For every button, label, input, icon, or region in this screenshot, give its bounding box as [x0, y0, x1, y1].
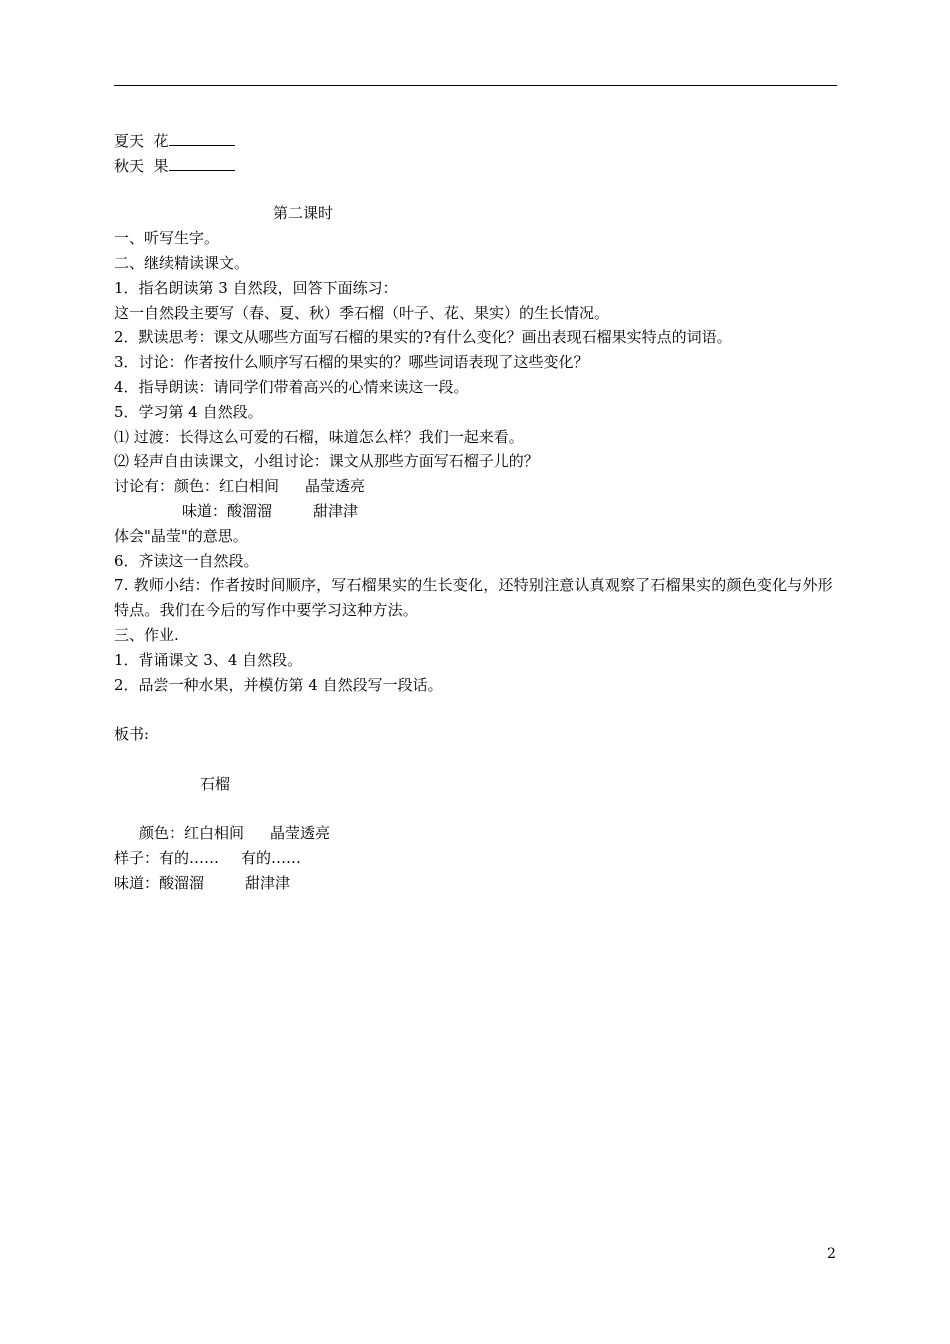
- taste-label: 味道：: [182, 501, 228, 520]
- sub-step-item: ⑵ 轻声自由读课文，小组讨论：课文从那些方面写石榴子儿的？: [114, 452, 539, 471]
- board-row-label: 味道：: [114, 873, 160, 892]
- step-detail: 体会"晶莹"的意思。: [114, 526, 248, 545]
- board-label: 板书:: [114, 725, 150, 744]
- board-row-label: 样子：: [114, 849, 160, 868]
- fill-in-blank: [169, 127, 235, 146]
- step-item: 4．指导朗读：请同学们带着高兴的心情来读这一段。: [114, 377, 469, 396]
- color-label: 颜色：: [174, 477, 220, 496]
- step-item: 6．齐读这一自然段。: [114, 551, 259, 570]
- discussion-color-row: [114, 474, 842, 499]
- header-rule: [114, 85, 837, 86]
- color-value: 红白相间: [219, 477, 280, 496]
- fill-in-label: 秋天 果: [114, 156, 169, 175]
- document-body: [114, 127, 842, 896]
- board-row-value: 酸溜溜: [159, 873, 205, 892]
- fill-in-blank: [169, 152, 235, 171]
- page-number: 2: [827, 1246, 836, 1262]
- fill-in-label: 夏天 花: [114, 132, 169, 150]
- board-color-row: [114, 821, 842, 846]
- section-heading: 一、听写生字。: [114, 229, 220, 248]
- discussion-prefix: 讨论有：: [114, 477, 175, 496]
- board-row-label: 颜色：: [139, 824, 185, 843]
- lesson-title: 第二课时: [273, 204, 334, 223]
- discussion-taste-row: [114, 499, 842, 524]
- board-row-value: 甜津津: [245, 873, 291, 892]
- step-detail: 这一自然段主要写（春、夏、秋）季石榴（叶子、花、果实）的生长情况。: [114, 303, 610, 322]
- board-title: 石榴: [200, 774, 231, 793]
- board-row-value: 红白相间: [184, 824, 245, 843]
- board-row-value: 晶莹透亮: [270, 824, 331, 843]
- step-item: 1．指名朗读第 3 自然段，回答下面练习：: [114, 278, 398, 297]
- section-heading: 二、继续精读课文。: [114, 253, 250, 272]
- sub-step-item: ⑴ 过渡：长得这么可爱的石榴，味道怎么样？我们一起来看。: [114, 427, 524, 446]
- step-summary: 7. 教师小结：作者按时间顺序，写石榴果实的生长变化，还特别注意认真观察了石榴果实的颜色变化与外形特点。我们在今后的写作中要学习这种方法。: [114, 576, 833, 620]
- board-row-value: 有的……: [241, 849, 302, 868]
- board-shape-row: [114, 846, 842, 871]
- section-heading: 三、作业.: [114, 625, 179, 644]
- step-item: 5．学习第 4 自然段。: [114, 402, 263, 421]
- board-row-value: 有的……: [159, 849, 220, 868]
- homework-item: 1．背诵课文 3、4 自然段。: [114, 650, 303, 669]
- step-item: 2．默读思考：课文从哪些方面写石榴的果实的?有什么变化？画出表现石榴果实特点的词语。: [114, 328, 732, 347]
- board-taste-row: [114, 871, 842, 896]
- color-value: 晶莹透亮: [305, 477, 366, 496]
- homework-item: 2．品尝一种水果，并模仿第 4 自然段写一段话。: [114, 675, 443, 694]
- step-item: 3．讨论：作者按什么顺序写石榴的果实的？哪些词语表现了这些变化？: [114, 353, 589, 372]
- fill-in-autumn: [114, 152, 842, 177]
- taste-value: 酸溜溜: [227, 501, 273, 520]
- taste-value: 甜津津: [313, 501, 359, 520]
- fill-in-summer: [114, 127, 842, 152]
